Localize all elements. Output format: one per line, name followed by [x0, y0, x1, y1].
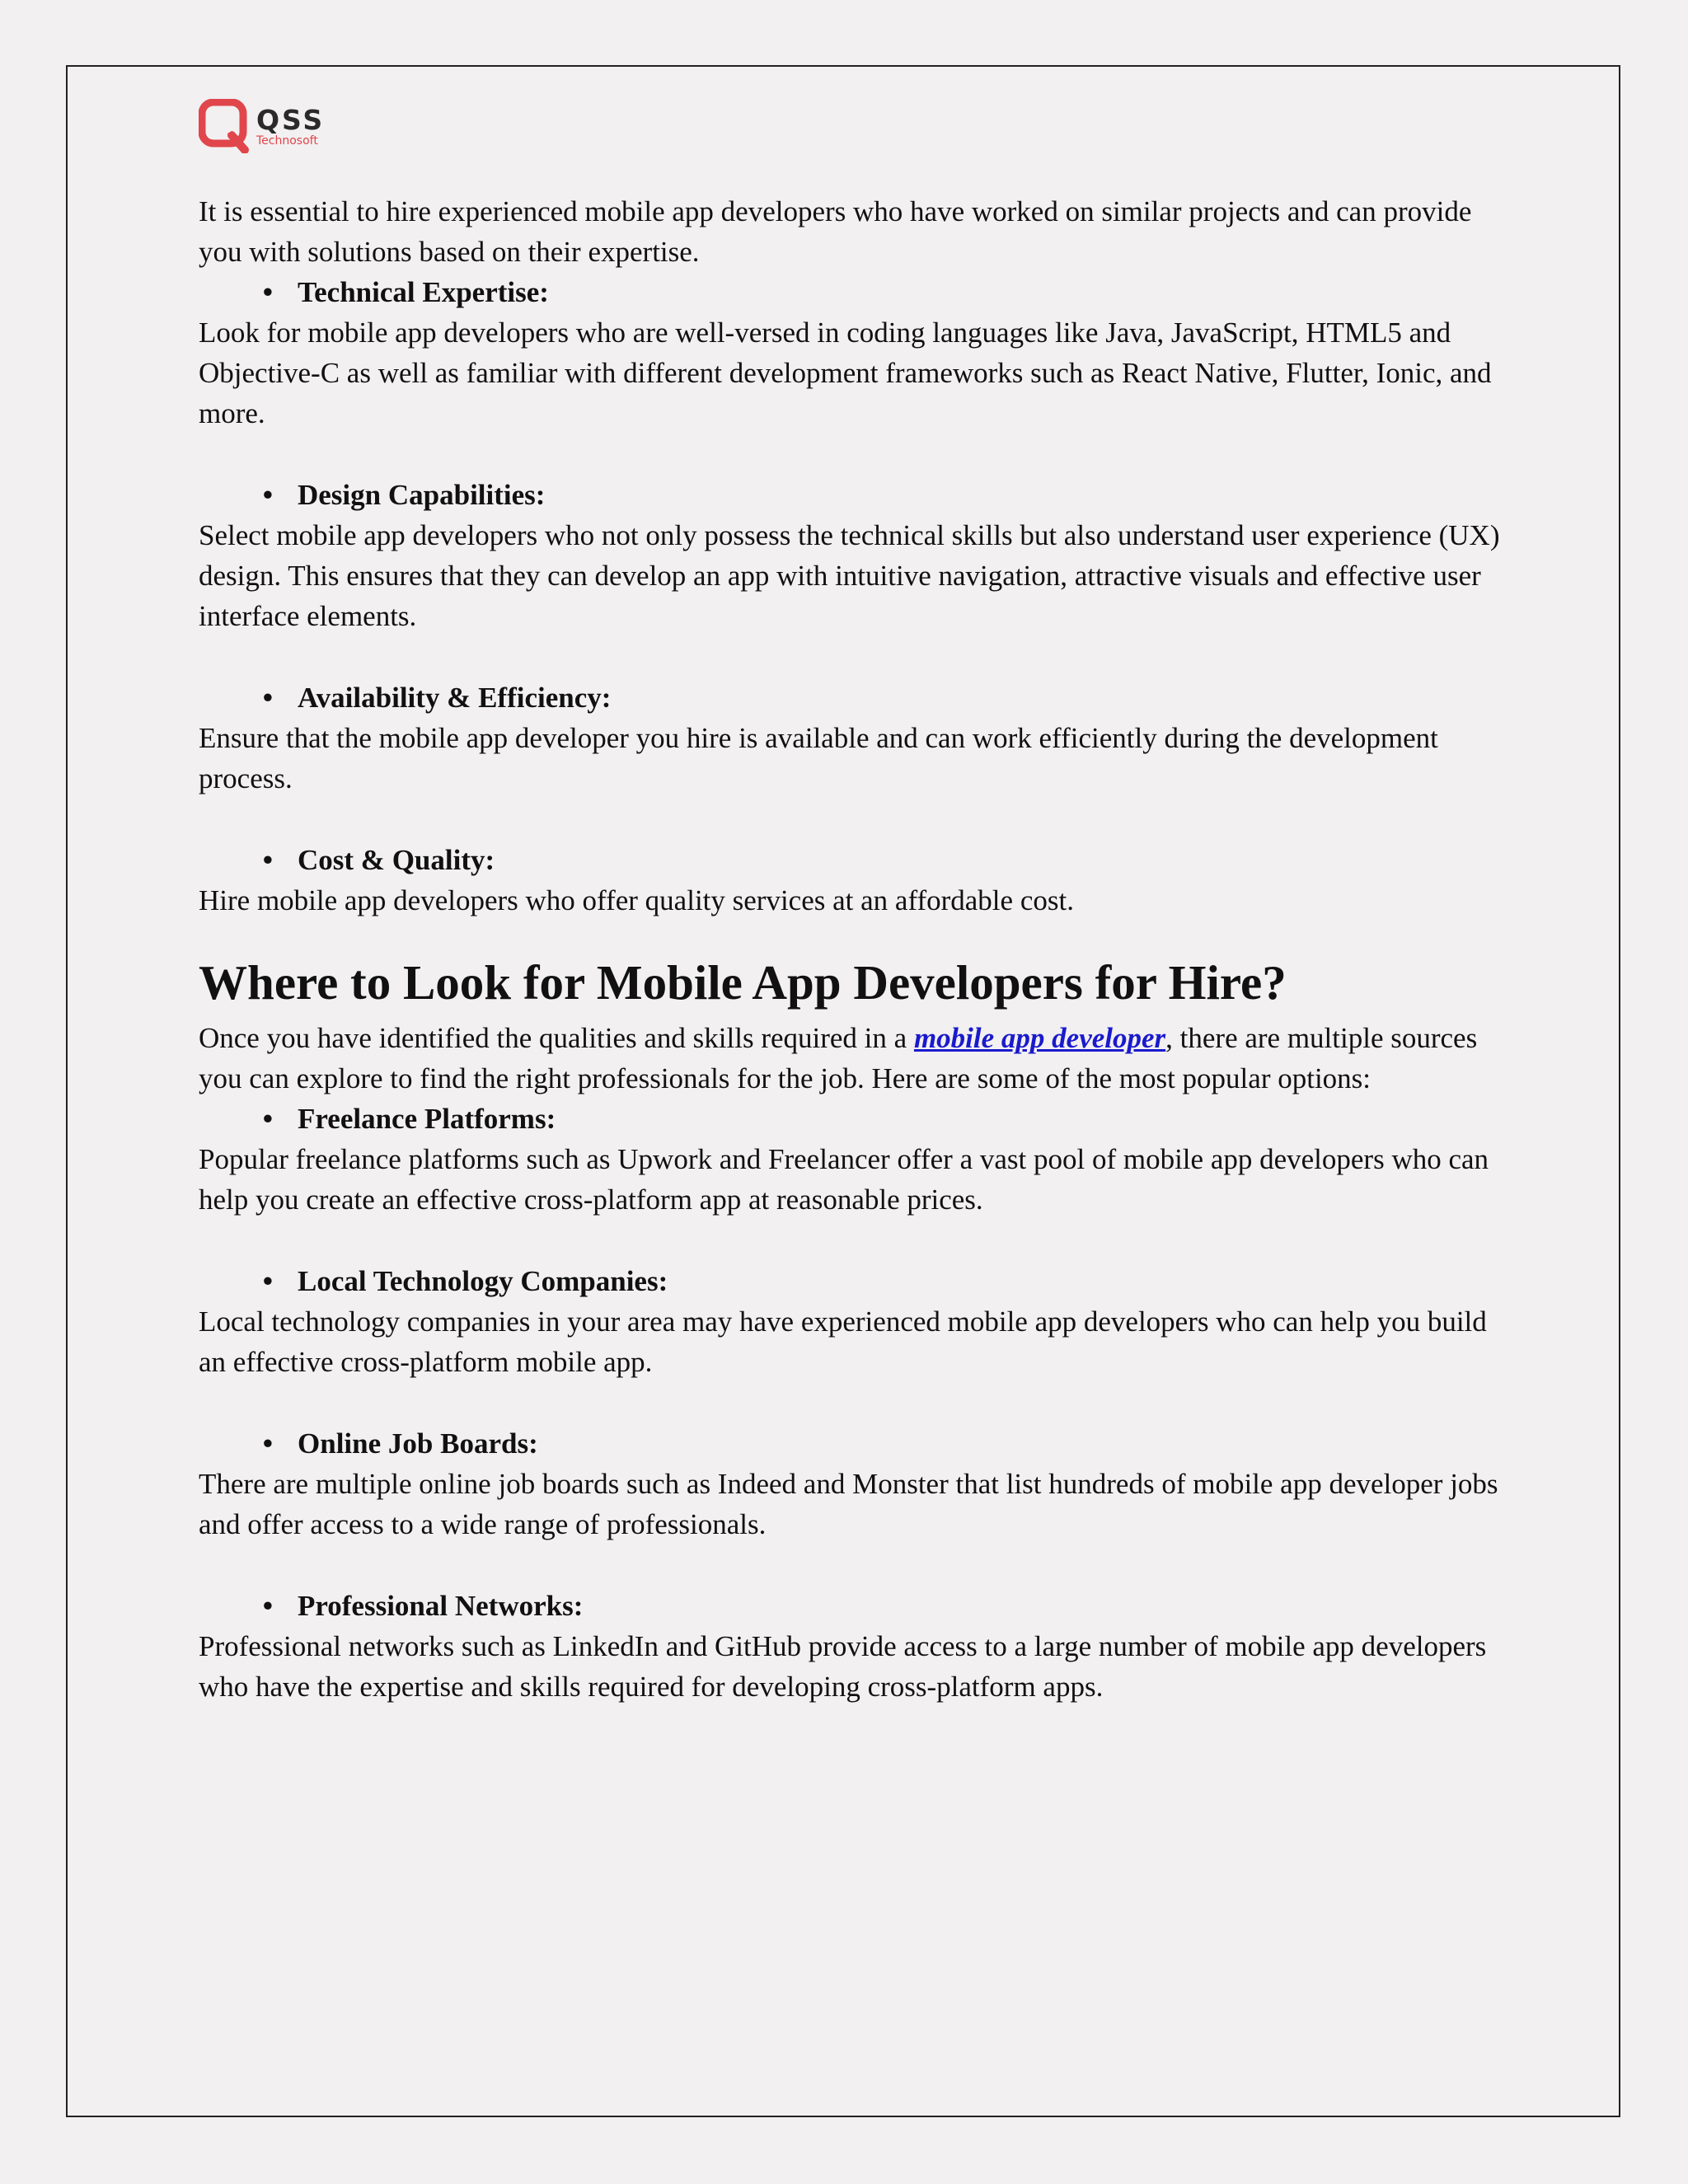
source-text: Local technology companies in your area may have experienced mobile app developers who can help you build an effective cross-platform mobile app. — [199, 1305, 1487, 1378]
where-paragraph — [199, 1018, 1501, 1099]
quality-title: Cost & Quality: — [298, 844, 495, 876]
intro-paragraph: It is essential to hire experienced mobile app developers who have worked on similar projects and can provide you with solutions based on their expertise. — [199, 195, 1472, 268]
bullet-icon: • — [262, 276, 273, 308]
quality-text: Ensure that the mobile app developer you hire is available and can work efficiently during the development process. — [199, 722, 1438, 794]
bullet-icon: • — [262, 844, 273, 876]
quality-item — [199, 272, 1501, 434]
source-text: Popular freelance platforms such as Upwork and Freelancer offer a vast pool of mobile app developers who can help you create an effective cross-platform app at reasonable prices. — [199, 1143, 1489, 1216]
quality-item — [199, 475, 1501, 636]
source-item — [199, 1261, 1501, 1382]
where-text-before: Once you have identified the qualities and skills required in a — [199, 1022, 914, 1054]
source-item — [199, 1423, 1501, 1544]
bullet-icon: • — [262, 1590, 273, 1622]
source-title: Freelance Platforms: — [298, 1103, 556, 1135]
company-logo — [199, 97, 1501, 155]
quality-item — [199, 840, 1501, 921]
bullet-icon: • — [262, 1265, 273, 1297]
quality-title: Design Capabilities: — [298, 479, 546, 511]
bullet-icon: • — [262, 1103, 273, 1135]
source-title: Professional Networks: — [298, 1590, 584, 1622]
bullet-icon: • — [262, 479, 273, 511]
source-title: Local Technology Companies: — [298, 1265, 668, 1297]
section-heading: Where to Look for Mobile App Developers for Hire? — [199, 955, 1287, 1010]
bullet-icon: • — [262, 1427, 273, 1460]
quality-text: Hire mobile app developers who offer quality services at an affordable cost. — [199, 884, 1074, 916]
document-content — [199, 97, 1501, 1748]
quality-title: Availability & Efficiency: — [298, 682, 612, 714]
where-text-after: , there are multiple sources you can explore to find the right professionals for the job. Here are some of the most popular options: — [199, 1022, 1478, 1094]
quality-title: Technical Expertise: — [298, 276, 549, 308]
bullet-icon: • — [262, 682, 273, 714]
logo-name: QSS — [256, 103, 326, 136]
quality-text: Look for mobile app developers who are well-versed in coding languages like Java, JavaScript, HTML5 and Objective-C as well as familiar with different development frameworks such as React Native, Flutter, Ionic, and more. — [199, 316, 1492, 429]
qss-logo-icon — [199, 99, 250, 153]
source-item — [199, 1099, 1501, 1220]
quality-item — [199, 677, 1501, 799]
source-text: Professional networks such as LinkedIn and GitHub provide access to a large number of mobile app developers who have the expertise and skills required for developing cross-platform apps. — [199, 1630, 1487, 1703]
quality-text: Select mobile app developers who not only possess the technical skills but also understand user experience (UX) design. This ensures that they can develop an app with intuitive navigation, attractive visuals and effective user interface elements. — [199, 519, 1500, 632]
source-item — [199, 1586, 1501, 1707]
mobile-app-developer-link[interactable]: mobile app developer — [913, 1022, 1166, 1054]
logo-subtitle: Technosoft — [256, 134, 318, 148]
source-title: Online Job Boards: — [298, 1427, 538, 1460]
source-text: There are multiple online job boards such as Indeed and Monster that list hundreds of mobile app developer jobs and offer access to a wide range of professionals. — [199, 1468, 1498, 1540]
